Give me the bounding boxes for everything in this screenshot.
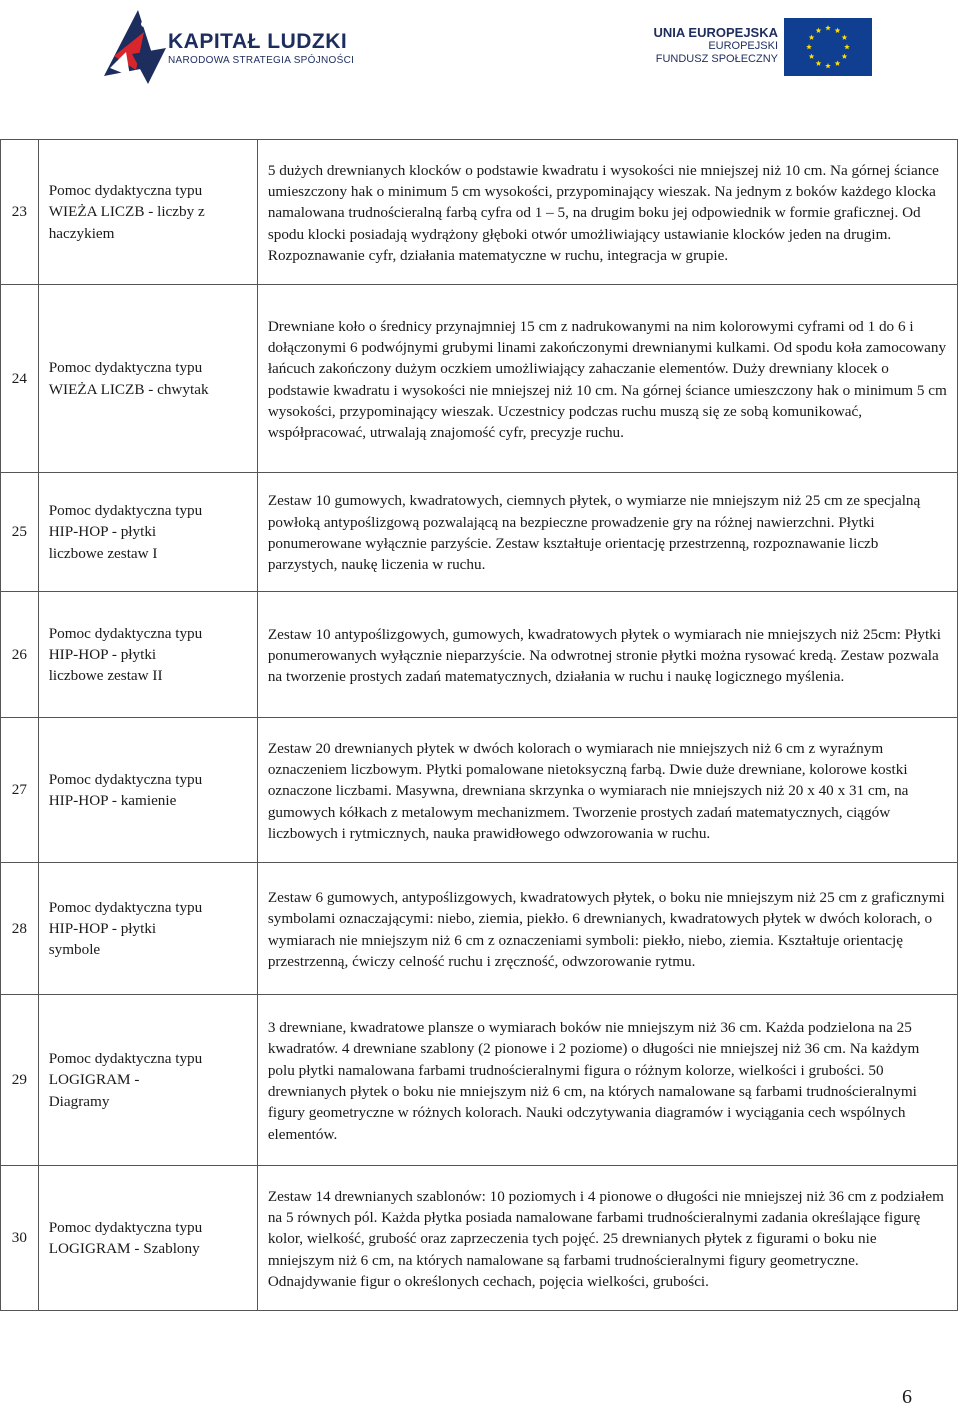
item-description-text: Zestaw 20 drewnianych płytek w dwóch kolorach o wymiarach nie mniejszych niż 6 cm z wyraźnym oznaczeniem liczbowym. Płytki pomalowane nietoksyczną farbą. Dwie duże drewniane, kolorowe kostki oznaczone liczbami. Masywna, drewniana skrzynka o wymiarach nie mniejszych niż 20 x 40 x 31 cm, na gumowych kółkach z metalowym mechanizmem. Tworzenie prostych zadań matematycznych, ciągów liczbowych i rytmicznych, nauka prawidłowego odwzorowania w ruchu. (267, 739, 909, 842)
page-number: 6 (902, 1386, 912, 1408)
item-name-line: haczykiem (48, 224, 115, 242)
item-description (257, 473, 957, 592)
item-description-text: Zestaw 10 gumowych, kwadratowych, ciemnych płytek, o wymiarze nie mniejszym niż 25 cm ze specjalną powłoką antypoślizgową pozwalającą na bezpieczne prowadzenie gry na różnej nawierzchni. Płytki ponumerowane wyłącznie parzyście. Zestaw kształtuje orientację przestrzenną, rozpoznawanie liczb parzystych, naukę liczenia w ruchu. (267, 492, 921, 574)
item-description-text: Drewniane koło o średnicy przynajmniej 15 cm z nadrukowanymi na nim kolorowymi cyframi od 1 do 6 i dołączonymi 6 podwójnymi grubymi linami zakończonymi drewnianymi kulkami. Od spodu koła zamocowany łańcuch zakończony dużym oczkiem umożliwiający zahaczanie elementów. Duży drewniany klocek o podstawie kwadratu i wysokości nie mniejszej niż 10 cm. Na górnej ściance umieszczony hak o minimum 5 cm wysokości, przypominający wieszak. Uczestnicy podczas ruchu muszą się ze sobą komunikować, współpracować, utrwalają znajomość cyfr, precyzje ruchu. (267, 317, 947, 442)
item-description-text: 3 drewniane, kwadratowe plansze o wymiarach boków nie mniejszym niż 36 cm. Każda podzielona na 25 kwadratów. 4 drewniane szablony (2 pionowe i 2 poziome) o długości nie mniejszej niż 36 cm. Na każdym polu płytki namalowana farbami trudnościeralnymi figura o różnym kolorze, wielkości i grubości. 50 drewnianych płytek o boku nie mniejszym niż 6 cm, na których namalowane są farbami trudnościeralnymi figury geometryczne w różnych kolorach. Nauki odczytywania diagramów i wyciągania cech wspólnych elementów. (267, 1019, 920, 1143)
item-description (257, 718, 957, 863)
item-description-text: Zestaw 14 drewnianych szablonów: 10 poziomych i 4 pionowe o długości nie mniejszej niż 36 cm z podziałem na 5 równych pól. Każda płytka posiada namalowane farbami trudnościeralnymi zadania określające figurę kolor, wielkość, grubość oraz zaprzeczenia tych pojęć. 25 drewnianych płytek z figurami o boku nie mniejszym niż 6 cm, na których namalowane są farbami trudnościeralnymi figury geometryczne. Odnajdywanie figur o określonych cechach, pojęcia wielkości, grubości. (267, 1187, 944, 1290)
item-name-line: LOGIGRAM - (48, 1071, 140, 1089)
item-name-line: Pomoc dydaktyczna typu (48, 182, 203, 200)
table-row (1, 140, 958, 285)
item-name (38, 1166, 257, 1311)
item-description-text: 5 dużych drewnianych klocków o podstawie kwadratu i wysokości nie mniejszej niż 10 cm. Na górnej ściance umieszczony hak o minimum 5 cm wysokości, przypominający wieszak. Na jednym z boków każdego klocka namalowana trudnościeralną farbą cyfra od 1 – 5, na drugim boku jej odpowiednik w formie graficznej. Od spodu klocki posiadają wydrążony głęboki otwór umożliwiający ustawianie klocków jeden na drugim. Rozpoznawanie cyfr, działania matematyczne w ruchu, integracja w grupie. (267, 161, 939, 264)
item-description-text: Zestaw 6 gumowych, antypoślizgowych, kwadratowych płytek, o boku nie mniejszym niż 25 cm z graficznymi symbolami oznaczającymi: niebo, ziemia, piekło. 6 drewnianych, kwadratowych płytek w dwóch kolorach, o wymiarach nie mniejszym niż 6 cm z oznaczeniami symboli: piekło, niebo, ziemia. Kształtuje orientację przestrzenną, ćwiczy celność ruchu i zręczność, odwzorowanie rytmu. (267, 888, 945, 970)
item-name-line: WIEŻA LICZB - chwytak (48, 380, 209, 398)
row-number: 30 (1, 1166, 39, 1311)
page-header (0, 0, 960, 110)
row-number: 28 (1, 863, 39, 995)
table-row (1, 1166, 958, 1311)
row-number: 26 (1, 592, 39, 718)
table-row (1, 285, 958, 473)
item-name-line: HIP-HOP - płytki (48, 919, 157, 937)
row-number: 27 (1, 718, 39, 863)
item-name-line: Diagramy (48, 1092, 110, 1110)
item-description (257, 592, 957, 718)
item-description (257, 1166, 957, 1311)
item-name-line: liczbowe zestaw II (48, 667, 163, 685)
item-name-line: HIP-HOP - kamienie (48, 792, 177, 809)
row-number: 24 (1, 285, 39, 473)
kl-subtitle: NARODOWA STRATEGIA SPÓJNOŚCI (168, 55, 355, 66)
item-name-line: WIEŻA LICZB - liczby z (48, 203, 205, 221)
kl-title: KAPITAŁ LUDZKI (168, 30, 348, 53)
equipment-table (0, 139, 958, 1311)
row-number: 23 (1, 140, 39, 285)
row-number: 25 (1, 473, 39, 592)
item-name (38, 995, 257, 1166)
table-row (1, 473, 958, 592)
item-name-line: HIP-HOP - płytki (48, 645, 157, 663)
item-name-line: Pomoc dydaktyczna typu (48, 624, 203, 642)
table-row (1, 995, 958, 1166)
item-name-line: liczbowe zestaw I (48, 544, 158, 562)
item-name (38, 473, 257, 592)
item-name-line: Pomoc dydaktyczna typu (48, 359, 203, 377)
item-name-line: LOGIGRAM - Szablony (48, 1240, 200, 1257)
item-name-line: Pomoc dydaktyczna typu (48, 1218, 203, 1236)
item-name (38, 863, 257, 995)
item-name-line: Pomoc dydaktyczna typu (48, 1050, 203, 1068)
item-name-line: symbole (48, 941, 101, 959)
item-description (257, 140, 957, 285)
item-description-text: Zestaw 10 antypoślizgowych, gumowych, kwadratowych płytek o wymiarach nie mniejszych niż 25cm: Płytki ponumerowanych wyłącznie nieparzyście. Na odwrotnej stronie płytki można rysować kredą. Zestaw pozwala na tworzenie prostych zadań matematycznych, działania w ruchu i naukę logicznego myślenia. (267, 625, 941, 686)
table-row (1, 863, 958, 995)
item-description (257, 285, 957, 473)
item-name-line: Pomoc dydaktyczna typu (48, 898, 203, 916)
item-name (38, 285, 257, 473)
row-number: 29 (1, 995, 39, 1166)
kapital-ludzki-text (168, 30, 354, 68)
ue-title: UNIA EUROPEJSKA (653, 25, 778, 40)
ue-line2: EUROPEJSKI (708, 40, 778, 52)
ue-text (654, 26, 778, 66)
item-name (38, 718, 257, 863)
item-description (257, 863, 957, 995)
item-description (257, 995, 957, 1166)
table-row (1, 592, 958, 718)
item-name-line: HIP-HOP - płytki (48, 523, 157, 541)
item-name-line: Pomoc dydaktyczna typu (48, 502, 203, 520)
item-name (38, 592, 257, 718)
eu-flag-icon (784, 18, 872, 76)
ue-line3: FUNDUSZ SPOŁECZNY (655, 53, 778, 65)
item-name (38, 140, 257, 285)
item-name-line: Pomoc dydaktyczna typu (48, 770, 203, 788)
table-row (1, 718, 958, 863)
